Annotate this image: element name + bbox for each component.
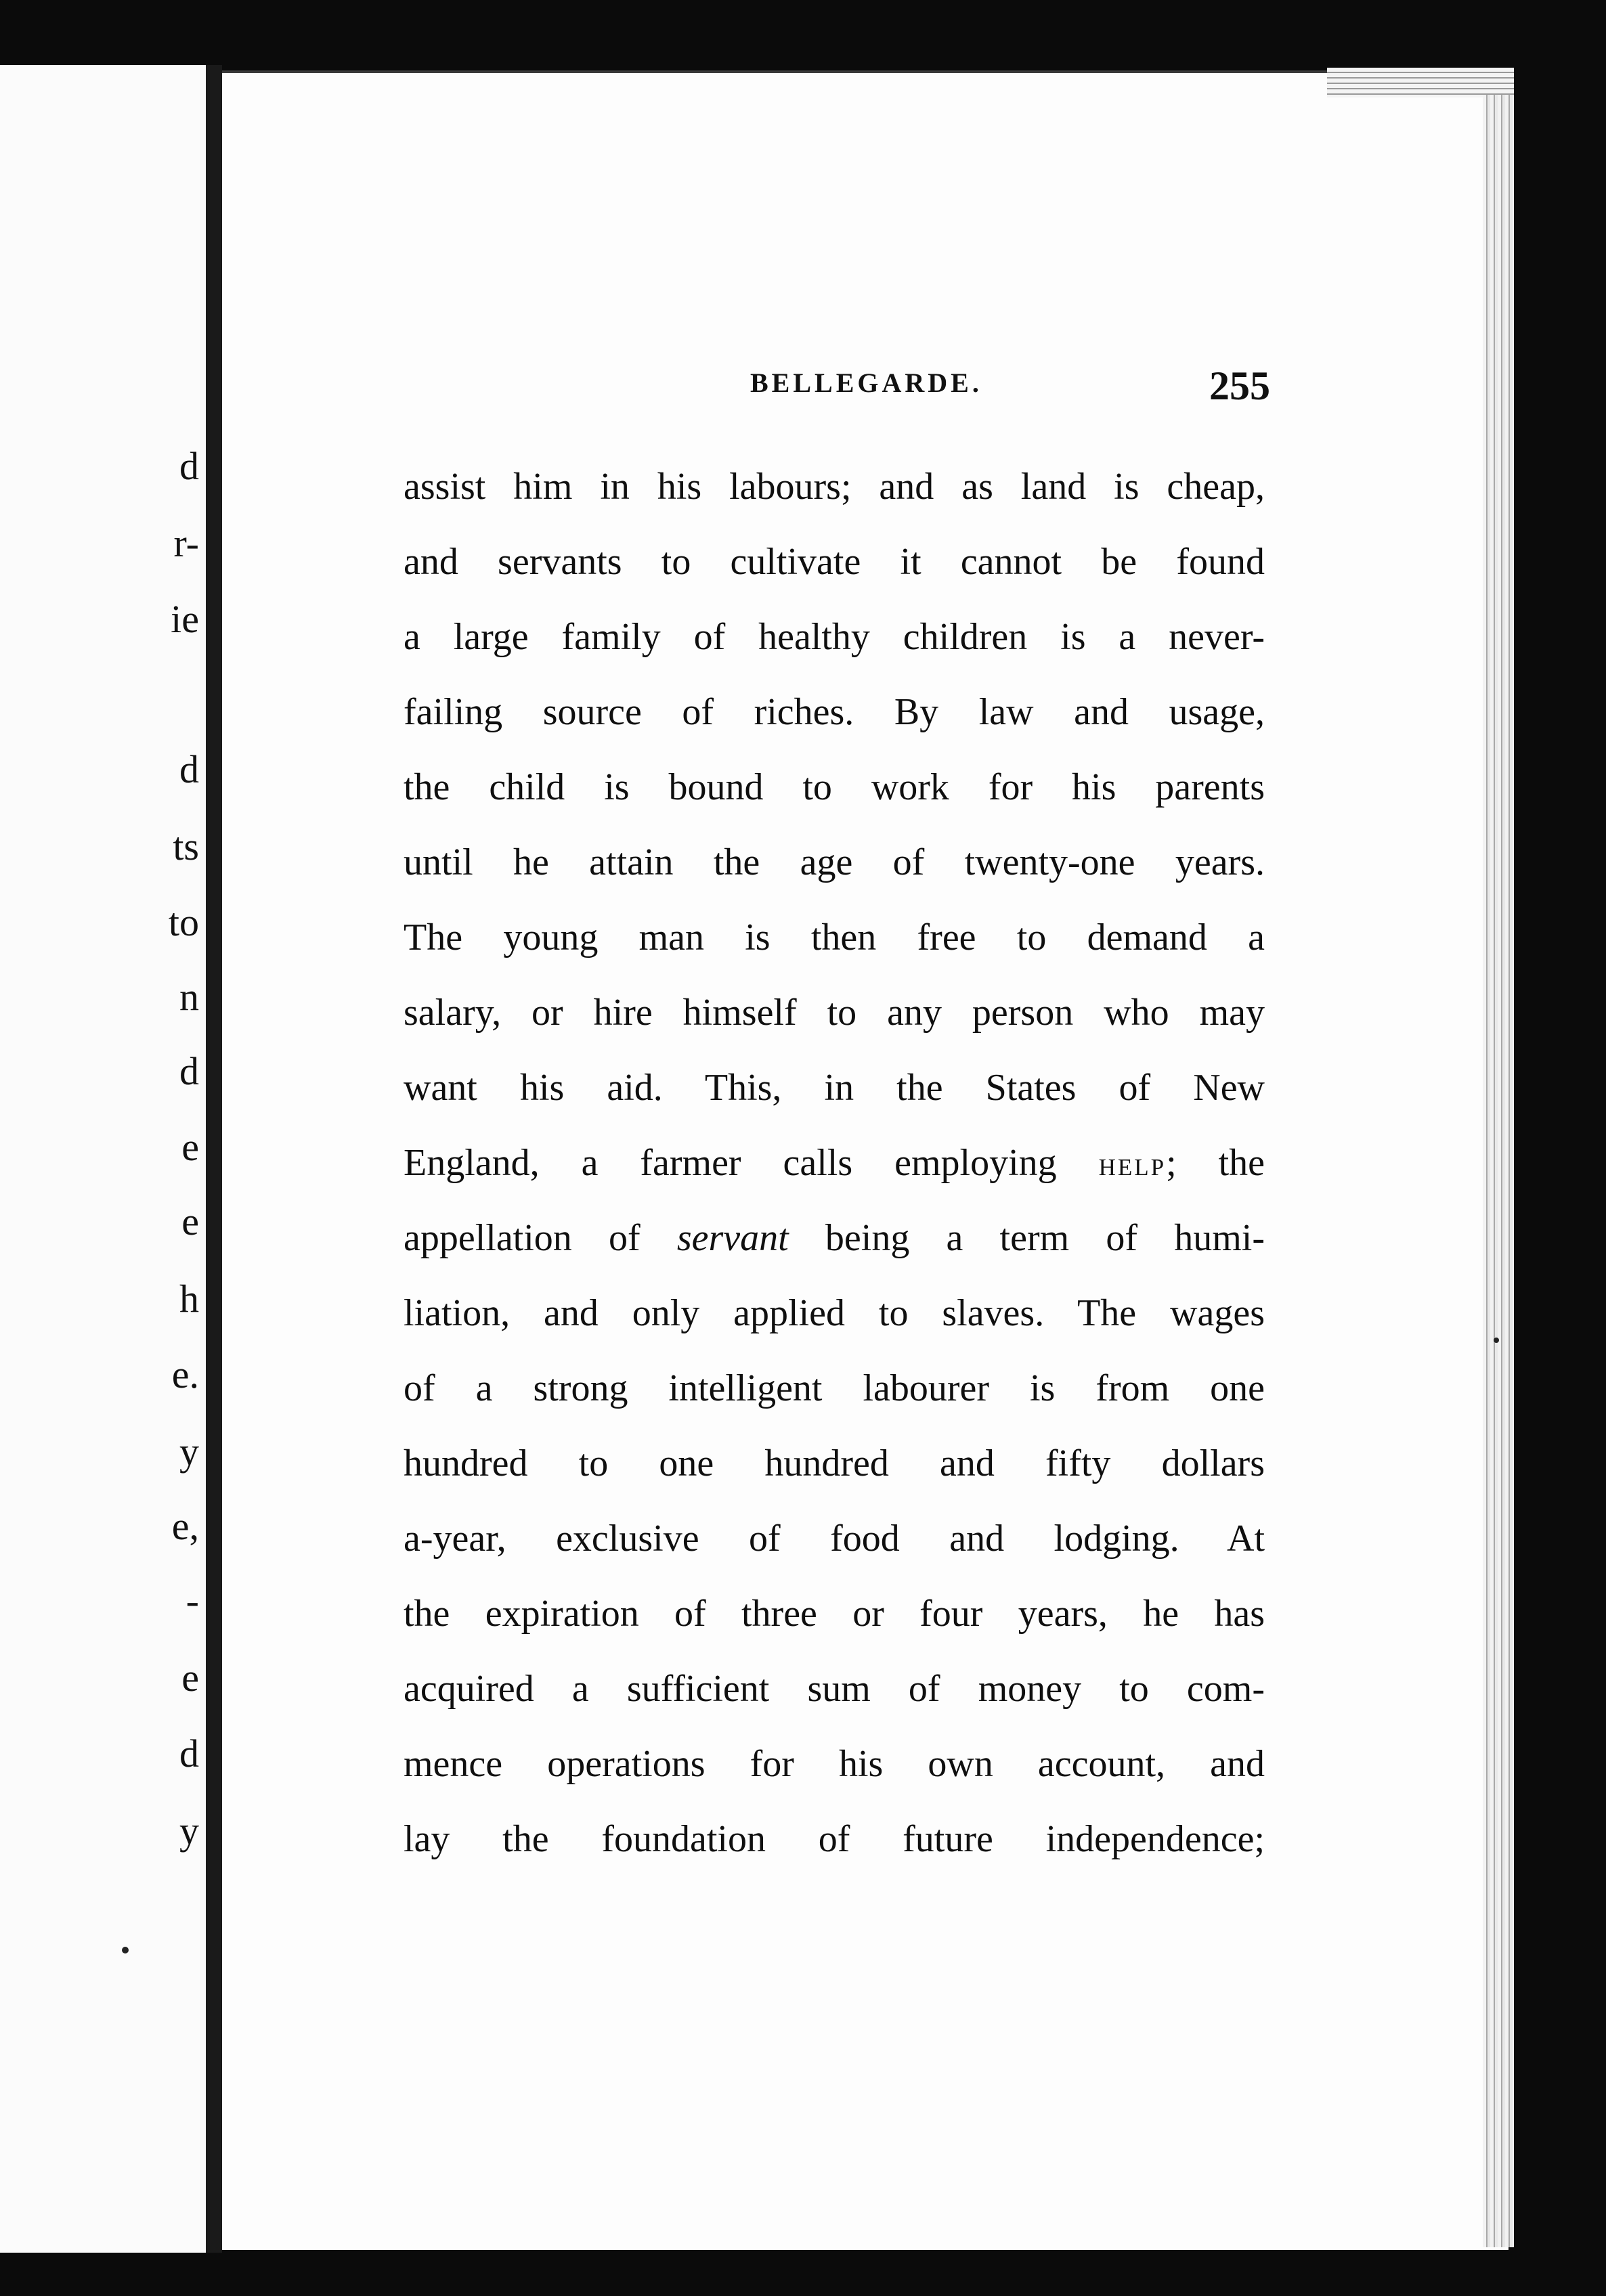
line-text: a large family of healthy children is a never- — [404, 616, 1265, 658]
text-line — [404, 1501, 1265, 1576]
facing-page-fragment: d — [179, 1049, 199, 1093]
running-title: BELLEGARDE. — [750, 368, 982, 398]
text-line — [404, 975, 1265, 1051]
line-text: acquired a sufficient sum of money to com- — [404, 1668, 1265, 1710]
facing-page-fragment: e — [181, 1656, 199, 1700]
text-line — [404, 900, 1265, 975]
facing-page-fragment: e — [181, 1199, 199, 1243]
text-line — [404, 1351, 1265, 1426]
line-text: appellation of — [404, 1217, 677, 1259]
facing-page-fragment: d — [179, 747, 199, 791]
line-text: ; the — [1166, 1142, 1265, 1184]
ink-speck — [1494, 1338, 1499, 1343]
italic-word: servant — [676, 1217, 789, 1259]
facing-page-fragment: n — [179, 975, 199, 1019]
text-line — [404, 1426, 1265, 1501]
text-line — [404, 1126, 1265, 1201]
small-caps-word: help — [1098, 1145, 1167, 1183]
text-line — [404, 1576, 1265, 1652]
text-line — [404, 1051, 1265, 1126]
body-text — [404, 449, 1265, 1877]
line-text: assist him in his labours; and as land is cheap, — [404, 466, 1265, 508]
line-text: salary, or hire himself to any person who may — [404, 992, 1265, 1034]
book-gutter — [206, 65, 222, 2253]
line-text: England, a farmer calls employing — [404, 1142, 1099, 1184]
facing-page-fragment: to — [168, 900, 199, 944]
text-line — [404, 1652, 1265, 1727]
facing-page-fragment: d — [179, 1731, 199, 1775]
ink-speck — [122, 1947, 129, 1953]
line-text: mence operations for his own account, and — [404, 1743, 1265, 1785]
line-text: and servants to cultivate it cannot be found — [404, 541, 1265, 583]
line-text: being a term of humi- — [788, 1217, 1265, 1259]
line-text: until he attain the age of twenty-one years. — [404, 841, 1265, 883]
facing-page-fragment: ts — [173, 824, 199, 868]
line-text: the child is bound to work for his parents — [404, 766, 1265, 808]
running-head — [750, 363, 1270, 410]
line-text: hundred to one hundred and fifty dollars — [404, 1442, 1265, 1484]
facing-page-fragment: e, — [171, 1504, 199, 1548]
line-text: the expiration of three or four years, he has — [404, 1593, 1265, 1635]
line-text: lay the foundation of future independence; — [404, 1818, 1265, 1860]
page-edge-top — [1327, 68, 1514, 97]
facing-page-left — [0, 65, 210, 2253]
text-line — [404, 675, 1265, 750]
text-line — [404, 1802, 1265, 1877]
line-text: failing source of riches. By law and usage, — [404, 691, 1265, 733]
facing-page-fragment: h — [179, 1277, 199, 1321]
facing-page-fragment: y — [179, 1430, 199, 1474]
line-text: of a strong intelligent labourer is from one — [404, 1367, 1265, 1409]
line-text: want his aid. This, in the States of New — [404, 1067, 1265, 1109]
line-text: liation, and only applied to slaves. The wages — [404, 1292, 1265, 1334]
facing-page-fragment: y — [179, 1809, 199, 1853]
line-text: a-year, exclusive of food and lodging. At — [404, 1518, 1265, 1560]
text-line — [404, 825, 1265, 900]
text-line — [404, 525, 1265, 600]
facing-page-fragment: ie — [171, 597, 199, 641]
text-line — [404, 1201, 1265, 1276]
facing-page-fragment: r- — [173, 521, 199, 565]
facing-page-fragment: e — [181, 1125, 199, 1169]
facing-page-fragment: d — [179, 444, 199, 488]
page-number: 255 — [1209, 363, 1270, 408]
text-line — [404, 449, 1265, 525]
page-edge-right — [1483, 95, 1514, 2247]
text-line — [404, 1727, 1265, 1802]
facing-page-fragment: e. — [171, 1352, 199, 1396]
text-line — [404, 1276, 1265, 1351]
text-line — [404, 600, 1265, 675]
text-line — [404, 750, 1265, 825]
line-text: The young man is then free to demand a — [404, 917, 1265, 958]
facing-page-fragment: - — [186, 1578, 199, 1622]
